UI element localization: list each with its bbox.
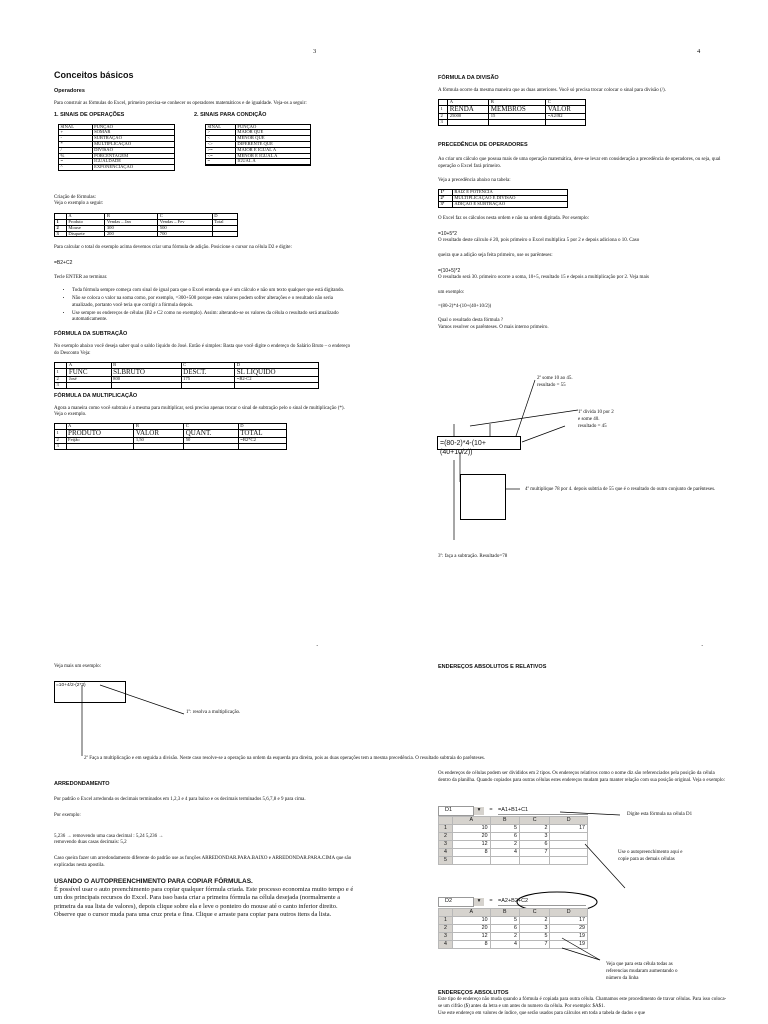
column-header[interactable]: B: [490, 909, 519, 917]
table-cell: =B2-C2: [235, 376, 319, 382]
arredondamento-heading: ARREDONDAMENTO: [54, 781, 110, 787]
table-cell: [212, 231, 237, 237]
sheet-cell[interactable]: 3: [520, 833, 550, 841]
table-cell: [111, 382, 181, 388]
table-cell: VALOR: [134, 429, 184, 437]
tecle-enter: Tecle ENTER ao terminar.: [54, 274, 108, 280]
sheet-cell[interactable]: 29: [550, 925, 588, 933]
table-cell: RENDA: [448, 105, 489, 113]
table-cell: C: [546, 99, 586, 105]
sheet-cell[interactable]: 20: [453, 925, 491, 933]
row-header[interactable]: 1: [439, 917, 453, 925]
rounding-example-2: removendo duas casas decimais: 5,2: [54, 840, 127, 846]
formula-input-2[interactable]: =A2+B2+C2: [498, 898, 586, 906]
table-cell: [67, 382, 111, 388]
table-cell: 3: [439, 119, 448, 125]
table-row: [206, 165, 311, 166]
subtraction-table: [54, 362, 319, 389]
column-header[interactable]: D: [550, 909, 588, 917]
table-row: [55, 231, 238, 237]
table-cell: IGUAL A: [235, 159, 310, 165]
note-resolva: 1º: resolva a multiplicação.: [186, 710, 241, 715]
sheet-cell[interactable]: 5: [490, 917, 519, 925]
sheet-cell[interactable]: [520, 857, 550, 865]
caso-text: Caso queira fazer um arredondamento diferente do padrão use as funções ARREDONDAR.PARA.BAIXO e ARREDONDAR.PARA.CIMA que são explicadas nesta apostila.: [54, 856, 352, 868]
sheet-cell[interactable]: 5: [520, 933, 550, 941]
table-row: [59, 165, 175, 171]
note-3: 3º: faça a subtração. Resultado=78: [438, 554, 508, 559]
table-cell: MENOR QUE: [235, 136, 310, 142]
row-header[interactable]: 4: [439, 941, 453, 949]
note-faca-multiplicacao: 2º Faça a multiplicação e em seguida a divisão. Neste caso resolve-se a operação na ordem da esquerda pra direita, pois as duas operações tem a mesma precedência. O resultado subtraia do parênteses.: [84, 756, 486, 761]
table-cell: A: [67, 362, 111, 368]
enderecos-text: Os endereços de células podem ser divididos em 2 tipos. Os endereços relativos como o nome diz são referenciados pela posição da célula dentro da planilha. Quando copiados para outras células estes endereços mudam para manter relação com sua posição original. Veja o exemplo:: [438, 771, 726, 783]
name-box-1[interactable]: D1: [438, 806, 474, 815]
function-eq-icon: =: [489, 807, 493, 814]
table-cell: MULTIPLICAÇÃO: [92, 142, 174, 148]
table-cell: 25000: [448, 114, 489, 120]
table-cell: B: [105, 214, 158, 220]
table-cell: /: [59, 147, 93, 153]
table-cell: [181, 382, 235, 388]
sheet-cell[interactable]: [490, 857, 519, 865]
column-header-row: [439, 909, 588, 917]
row-header[interactable]: 5: [439, 857, 453, 865]
table-cell: SL LIQUIDO: [235, 368, 319, 376]
name-box-2[interactable]: D2: [438, 897, 474, 906]
table-cell: C: [158, 214, 212, 220]
enderecos-heading: ENDEREÇOS ABSOLUTOS E RELATIVOS: [438, 664, 547, 670]
formula-text: =10+4/2-(2*3): [56, 683, 86, 688]
table-cell: [235, 165, 310, 166]
note-4: 4º multiplique 78 por 4. depois subtria de 55 que é o resultado do outro conjunto de parênteses.: [525, 487, 716, 492]
sheet-cell[interactable]: 10: [453, 917, 491, 925]
subtracao-text: No exemplo abaixo você deseja saber qual o saldo líquido do José. Então é simples: Basta que você digite o endereço do Salário Bruto – o endereço do Desconto Veja:: [54, 344, 351, 356]
sinais-operacoes-heading: 1. SINAIS DE OPERAÇÕES: [54, 111, 125, 118]
table-cell: 1º: [439, 190, 453, 196]
dropdown-icon-2[interactable]: ▾: [474, 898, 484, 905]
sheet-cell[interactable]: 19: [550, 941, 588, 949]
corner-cell[interactable]: [439, 909, 453, 917]
table-cell: 3: [55, 444, 67, 450]
dropdown-icon[interactable]: ▾: [474, 807, 484, 814]
vamos-text: Vamos resolver os parênteses. O mais interno primeiro.: [438, 324, 549, 330]
table-cell: +: [59, 130, 93, 136]
table-cell: DESCT.: [181, 368, 235, 376]
table-cell: -: [59, 136, 93, 142]
table-cell: D: [238, 424, 286, 430]
table-cell: IGUALDADE: [92, 159, 174, 165]
table-cell: B: [489, 99, 546, 105]
table-cell: <>: [206, 142, 236, 148]
table-cell: 3: [55, 231, 67, 237]
table-cell: [546, 119, 586, 125]
rounding-example-1: 5,236 → removendo uma casa decimal : 5,24 5,236 →: [54, 833, 164, 839]
page-5: [54, 781, 384, 919]
table-cell: [206, 165, 236, 166]
formula-input-1[interactable]: =A1+B1+C1: [498, 807, 588, 815]
table-cell: <=: [206, 153, 236, 159]
table-row: [439, 119, 586, 125]
multiplicacao-heading: FÓRMULA DA MULTIPLICAÇÃO: [54, 392, 138, 399]
sheet-cell[interactable]: 4: [490, 849, 519, 857]
page-number-3: 3: [313, 48, 317, 55]
ordem-text: O Excel faz os cálculos nesta ordem e não na ordem digitada. Por exemplo:: [438, 215, 590, 221]
table-cell: [448, 119, 489, 125]
page-4-end-mark: ´: [701, 644, 704, 652]
page-4: [438, 75, 768, 332]
result-box: [460, 474, 506, 520]
table-cell: A: [66, 214, 104, 220]
example-formula-3: =(80-2)*4-(10+(40+10/2)): [438, 304, 492, 310]
table-cell: >: [206, 130, 236, 136]
column-header[interactable]: D: [550, 817, 588, 825]
sheet-cell[interactable]: 7: [520, 849, 550, 857]
column-header[interactable]: B: [490, 817, 519, 825]
sheet-cell[interactable]: 2: [490, 933, 519, 941]
sheet-cell[interactable]: 19: [550, 933, 588, 941]
division-table: [438, 99, 586, 126]
table-cell: Disquete: [66, 231, 104, 237]
sheet-cell[interactable]: 8: [453, 941, 491, 949]
table-cell: MULTIPLICAÇÃO E DIVISÃO: [452, 195, 567, 201]
example-2-text: O resultado será 30. primeiro ocorre a soma, 10+5, resultado 15 e depois a multiplicação por 2. Veja mais: [438, 274, 650, 280]
table-cell: DIFERENTE QUE: [235, 142, 310, 148]
sheet-cell[interactable]: 7: [520, 941, 550, 949]
operadores-intro: Para construir as fórmulas do Excel, primeiro precisa-se conhecer os operadores matemáticos e de igualdade. Veja-os a seguir:: [54, 100, 307, 106]
table-cell: ADIÇÃO E SUBTRAÇÃO: [452, 201, 567, 207]
conditions-table: [205, 124, 311, 167]
table-cell: 700: [158, 231, 212, 237]
table-cell: A: [448, 99, 489, 105]
note-digite: Digite esta fórmula na célula D1: [627, 812, 693, 817]
operations-table: [58, 124, 175, 172]
autopreenchimento-text: É possível usar o auto preenchimento para copiar qualquer fórmula criada. Este processo economiza muito tempo e é um dos principais recursos do Excel. Para isso basta criar a primeira fórmula na célula desejada (normalmente a primeira da sua lista de valores), depois clique sobre ela e leve o ponteiro do mouse até o canto inferior direito. Observe que o cursor muda para uma cruz preta e fina. Clique e arraste para copiar para outros itens da lista.: [54, 886, 354, 919]
note-2-result: resultado = 55: [537, 383, 566, 388]
table-cell: 200: [105, 231, 158, 237]
precedencia-heading: PRECEDÊNCIA DE OPERADORES: [438, 141, 528, 148]
criacao-text-1: Criação de fórmulas:: [54, 194, 96, 200]
column-header[interactable]: C: [520, 817, 550, 825]
abs-text: Este tipo de endereço não muda quando a fórmula é copiada para outra célula. Chamamos este procedimento de travar células. Para isso coloca-se um cifrão ($) antes da letra e um antes do numero da célula. Por exemplo: $A$1.: [438, 997, 727, 1009]
subtracao-heading: FÓRMULA DA SUBTRAÇÃO: [54, 331, 128, 338]
table-cell: 2: [55, 225, 67, 231]
note-veja-referencias: Veja que para esta célula todas as referencias mudaram aumentando o número da linha: [606, 962, 678, 981]
qual-resultado-text: Qual o resultado desta fórmula ?: [438, 318, 504, 323]
table-cell: =A2/B2: [546, 114, 586, 120]
table-cell: DIVISÃO: [92, 147, 174, 153]
sheet-cell[interactable]: 2: [490, 841, 519, 849]
table-cell: PRODUTO: [66, 429, 134, 437]
table-cell: TOTAL: [238, 429, 286, 437]
table-cell: [489, 119, 546, 125]
sheet-cell[interactable]: 2: [520, 917, 550, 925]
table-cell: MEMBROS: [489, 105, 546, 113]
table-cell: Vendas – Jan: [105, 219, 158, 225]
row-header[interactable]: 4: [439, 849, 453, 857]
list-item: • Não se coloca o valor na soma como, por exemplo, =300+500 porque estes valores podem sofrer alterações e o resultado não seria atualizado, portanto você teria que corrigir a fórmula depois.: [72, 296, 354, 310]
page-number-4: 4: [697, 48, 701, 55]
page-3-end-mark: ´: [316, 644, 319, 652]
autopreenchimento-heading: USANDO O AUTOPREENCHIMENTO PARA COPIAR FÓRMULAS.: [54, 877, 253, 885]
row-header[interactable]: 3: [439, 933, 453, 941]
row-header[interactable]: 2: [439, 833, 453, 841]
precedence-table: [438, 189, 568, 207]
table-cell: =B2*C2: [238, 438, 286, 444]
table-cell: 2: [55, 438, 67, 444]
table-cell: 50: [184, 438, 239, 444]
criacao-text-2: Veja o exemplo a seguir:: [54, 201, 104, 207]
um-exemplo-text: um exemplo:: [438, 289, 465, 295]
table-row: [439, 917, 588, 925]
note-1-result: resultado = 45: [578, 424, 607, 429]
table-cell: %: [59, 153, 93, 159]
page-3: [54, 70, 384, 450]
column-header[interactable]: A: [453, 817, 491, 825]
table-cell: [235, 382, 319, 388]
table-cell: D: [235, 362, 319, 368]
table-cell: QUANT.: [184, 429, 239, 437]
sheet-cell[interactable]: 17: [550, 825, 588, 833]
abs-heading: ENDEREÇOS ABSOLUTOS: [438, 990, 509, 996]
table-cell: ^: [59, 165, 93, 171]
table-cell: >=: [206, 147, 236, 153]
column-header[interactable]: C: [520, 909, 550, 917]
table-cell: SLBRUTO: [111, 368, 181, 376]
table-cell: 1: [439, 105, 448, 113]
note-1: 1º divida 10 por 2: [578, 410, 614, 415]
table-cell: 1: [55, 368, 67, 376]
por-exemplo-text: Por exemplo:: [54, 812, 81, 818]
sheet-cell[interactable]: 3: [520, 925, 550, 933]
table-cell: Mouse: [66, 225, 104, 231]
table-cell: Vendas – Fev: [158, 219, 212, 225]
sheet-cell[interactable]: 5: [490, 825, 519, 833]
table-cell: SOMAR: [92, 130, 174, 136]
table-cell: MAIOR QUE: [235, 130, 310, 136]
table-cell: 1: [55, 429, 67, 437]
table-cell: [134, 444, 184, 450]
note-1-b: e some 40.: [578, 417, 600, 422]
multiplicacao-text: Agora a maneira como você subtraiu é a mesma para multiplicar, será preciso apenas trocar o sinal de subtração pelo o sinal de multiplicação (*). Veja o exemplo.: [54, 405, 345, 418]
table-cell: 2º: [439, 195, 453, 201]
example-diagram-lines: [54, 680, 254, 760]
list-item: • Toda fórmula sempre começa com sinal de igual para que o Excel entenda que é um cálculo e não um texto qualquer que está digitando.: [72, 288, 354, 295]
table-cell: 500: [158, 225, 212, 231]
operadores-heading: Operadores: [54, 87, 85, 94]
sheet-cell[interactable]: 20: [453, 833, 491, 841]
table-row: [55, 382, 319, 388]
table-row: [439, 201, 568, 207]
table-cell: EXPONENCIAÇÃO: [92, 165, 174, 171]
sheet-cell[interactable]: 10: [453, 825, 491, 833]
formula-box: [437, 436, 521, 457]
queira-text: queira que a adição seja feita primeiro, use os parênteses:: [438, 252, 553, 258]
table-cell: 3: [55, 382, 67, 388]
table-cell: [66, 444, 134, 450]
table-cell: =: [59, 159, 93, 165]
example-table: [54, 213, 238, 237]
table-cell: 1: [55, 219, 67, 225]
table-cell: [184, 444, 239, 450]
sheet-cell[interactable]: 12: [453, 841, 491, 849]
table-cell: 300: [105, 225, 158, 231]
table-cell: =: [206, 159, 236, 165]
sinais-condicao-heading: 2. SINAIS PARA CONDIÇÃO: [194, 111, 267, 118]
table-cell: B: [111, 362, 181, 368]
table-cell: José: [67, 376, 111, 382]
table-cell: PORCENTAGEM: [92, 153, 174, 159]
divisao-heading: FÓRMULA DA DIVISÃO: [438, 75, 499, 81]
table-cell: 2: [439, 114, 448, 120]
table-row: [55, 444, 287, 450]
table-cell: Produto: [66, 219, 104, 225]
sheet-cell[interactable]: 6: [520, 841, 550, 849]
arredondamento-text: Por padrão o Excel arredonda os decimais terminados em 1,2,3 e 4 para baixo e os decimais terminados 5,6,7,8 e 9 para cima.: [54, 797, 306, 803]
sheet-cell[interactable]: 8: [453, 849, 491, 857]
table-cell: FUNÇÃO: [235, 124, 310, 130]
table-cell: C: [181, 362, 235, 368]
divisao-text: A fórmula ocorre da mesma maneira que as duas anteriores. Você só precisa trocar colocar o sinal para divisão (/).: [438, 88, 666, 94]
diagram-formula: =(80-2)*4-(10+(40+10/2)): [440, 440, 486, 457]
table-cell: MENOR E IGUAL A: [235, 153, 310, 159]
table-cell: 175: [181, 376, 235, 382]
table-cell: D: [212, 214, 237, 220]
column-header[interactable]: A: [453, 909, 491, 917]
list-item: • Use sempre os endereços de células (B2 e C2 como no exemplo). Assim: alterando-se os valores da célula o resultado será atualizado automaticamente.: [72, 311, 354, 325]
sheet-cell[interactable]: 4: [490, 941, 519, 949]
row-header[interactable]: 3: [439, 841, 453, 849]
table-cell: VALOR: [546, 105, 586, 113]
table-cell: 2: [55, 376, 67, 382]
table-cell: A: [66, 424, 134, 430]
table-cell: *: [59, 142, 93, 148]
corner-cell[interactable]: [439, 817, 453, 825]
sheet-cell[interactable]: 2: [520, 825, 550, 833]
table-cell: 3º: [439, 201, 453, 207]
table-cell: 800: [111, 376, 181, 382]
table-cell: SINAL: [206, 124, 236, 130]
table-cell: FUNÇÃO: [92, 124, 174, 130]
function-eq-icon-2: =: [489, 898, 493, 905]
sheet-cell[interactable]: 6: [490, 833, 519, 841]
example-formula-2: =(10+5)*2: [438, 268, 461, 275]
page-title: Conceitos básicos: [54, 70, 134, 80]
veja-mais-text: Veja mais um exemplo:: [54, 664, 102, 669]
sheet-cell[interactable]: 17: [550, 917, 588, 925]
table-cell: B: [134, 424, 184, 430]
table-cell: Feijão: [66, 438, 134, 444]
row-header[interactable]: 1: [439, 825, 453, 833]
row-header[interactable]: 2: [439, 925, 453, 933]
table-cell: 15: [489, 114, 546, 120]
table-cell: SUBTRAÇÃO: [92, 136, 174, 142]
note-autopreenchimento: Use o autopreenchimento aqui e copie para as demais células: [618, 850, 683, 862]
table-cell: Total: [212, 219, 237, 225]
table-cell: RAIZ E POTÊNCIA: [452, 190, 567, 196]
formula-b2c2: =B2+C2: [54, 260, 73, 267]
sheet-cell[interactable]: 12: [453, 933, 491, 941]
table-cell: FUNC: [67, 368, 111, 376]
precedencia-text: Ao criar um cálculo que possua mais de uma operação matemática, deve-se levar em consideração a precedência de operadores, ou seja, qual operação o Excel fará primeiro.: [438, 156, 721, 169]
table-cell: C: [184, 424, 239, 430]
example-formula-1: =10+5*2: [438, 231, 457, 238]
table-cell: [238, 444, 286, 450]
table-cell: SINAL: [59, 124, 93, 130]
table-cell: <: [206, 136, 236, 142]
page-6: [438, 664, 768, 785]
bullet-list: [54, 288, 354, 324]
page-6-absolutos: [438, 990, 768, 1017]
precedencia-intro: Veja a precedência abaixo na tabela:: [438, 178, 511, 184]
sheet-cell[interactable]: [453, 857, 491, 865]
abs-text-2: Use este endereço em valores de índice, que serão usados para cálculos em toda a tabela de dados e que: [438, 1010, 646, 1016]
multiplication-table: [54, 423, 287, 450]
table-cell: MAIOR E IGUAL A: [235, 147, 310, 153]
note-2: 2º some 10 ao 45.: [537, 376, 573, 381]
example-1-text: O resultado deste cálculo é 20, pois primeiro o Excel multiplica 5 por 2 e depois adiciona o 10. Caso: [438, 237, 640, 243]
calc-text: Para calcular o total do exemplo acima devemos criar uma fórmula de adição. Posicione o cursor na célula D2 e digite:: [54, 245, 292, 251]
sheet-cell[interactable]: 6: [490, 925, 519, 933]
table-cell: 1,50: [134, 438, 184, 444]
